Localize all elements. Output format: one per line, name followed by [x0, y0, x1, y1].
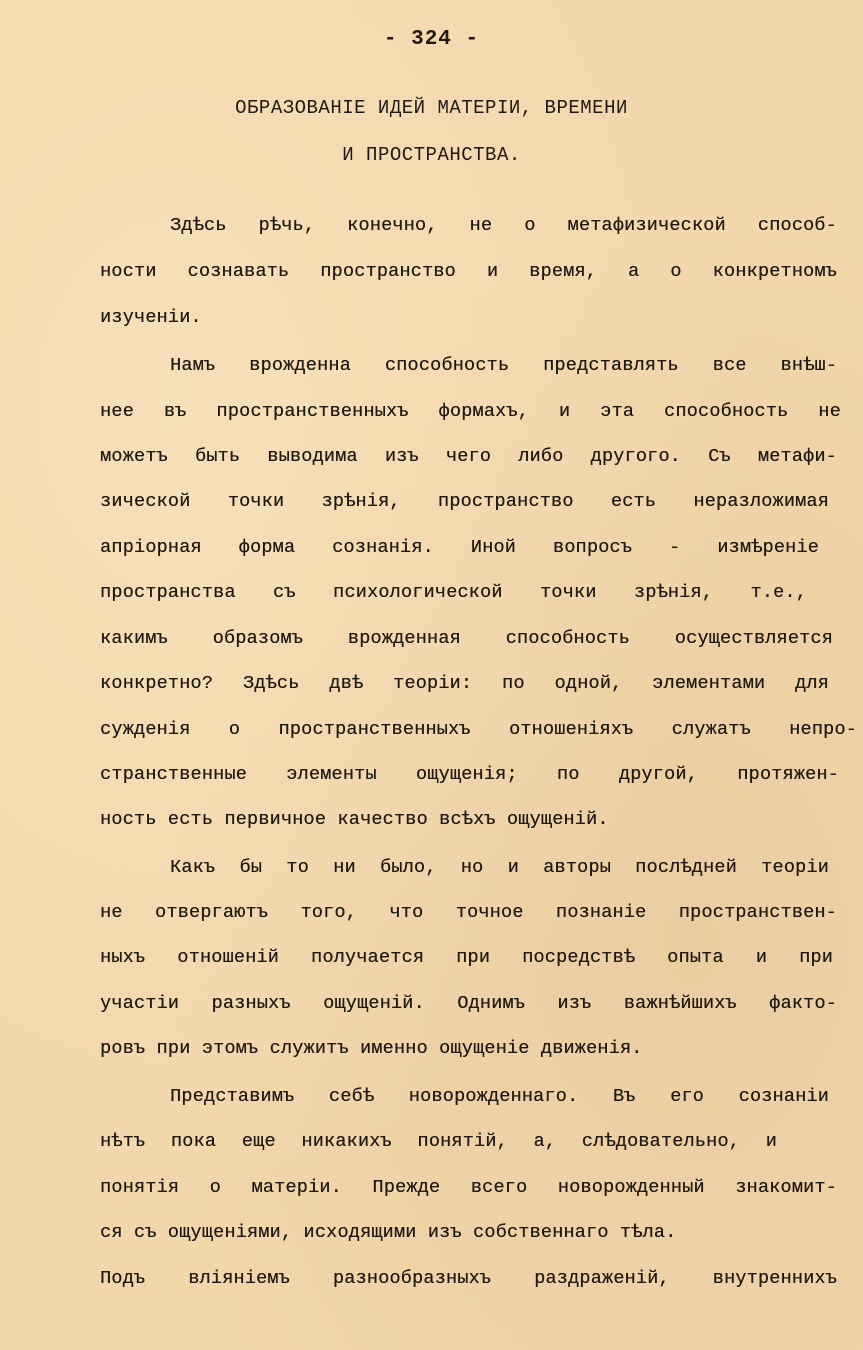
text-line: Представимъ себѣ новорожденнаго. Въ его сознаніи — [170, 1086, 829, 1107]
text-line: участіи разныхъ ощущеній. Однимъ изъ важнѣйшихъ факто- — [100, 993, 837, 1014]
text-line: изученіи. — [100, 307, 202, 328]
text-line: не отвергаютъ того, что точное познаніе пространствен- — [100, 902, 837, 923]
text-line: апріорная форма сознанія. Иной вопросъ - измѣреніе — [100, 537, 819, 558]
text-line: нее въ пространственныхъ формахъ, и эта способность не — [100, 401, 841, 422]
text-line: ность есть первичное качество всѣхъ ощущеній. — [100, 809, 609, 830]
page-number: - 324 - — [383, 28, 480, 51]
chapter-title-line-2: И ПРОСТРАНСТВА. — [342, 144, 521, 166]
text-line: Здѣсь рѣчь, конечно, не о метафизической способ- — [170, 215, 837, 236]
text-line: сужденія о пространственныхъ отношеніяхъ служатъ непро- — [100, 719, 857, 740]
text-line: понятія о матеріи. Прежде всего новорожденный знакомит- — [100, 1177, 837, 1198]
text-line: зической точки зрѣнія, пространство есть неразложимая — [100, 491, 829, 512]
chapter-title-line-1: ОБРАЗОВАНІЕ ИДЕЙ МАТЕРІИ, ВРЕМЕНИ — [235, 97, 628, 119]
text-line: нѣтъ пока еще никакихъ понятій, а, слѣдовательно, и — [100, 1131, 777, 1152]
text-line: пространства съ психологической точки зрѣнія, т.е., — [100, 582, 807, 603]
text-line: Какъ бы то ни было, но и авторы послѣдней теоріи — [170, 857, 829, 878]
text-line: Намъ врожденна способность представлять все внѣш- — [170, 355, 837, 376]
text-line: ности сознавать пространство и время, а о конкретномъ — [100, 261, 837, 282]
text-line: ся съ ощущеніями, исходящими изъ собственнаго тѣла. — [100, 1222, 677, 1243]
text-line: странственные элементы ощущенія; по другой, протяжен- — [100, 764, 839, 785]
text-line: ныхъ отношеній получается при посредствѣ опыта и при — [100, 947, 833, 968]
text-line: ровъ при этомъ служитъ именно ощущеніе движенія. — [100, 1038, 643, 1059]
text-line: конкретно? Здѣсь двѣ теоріи: по одной, элементами для — [100, 673, 829, 694]
text-line: Подъ вліяніемъ разнообразныхъ раздраженій, внутреннихъ — [100, 1268, 837, 1289]
text-line: какимъ образомъ врожденная способность осуществляется — [100, 628, 833, 649]
text-line: можетъ быть выводима изъ чего либо другого. Съ метафи- — [100, 446, 837, 467]
